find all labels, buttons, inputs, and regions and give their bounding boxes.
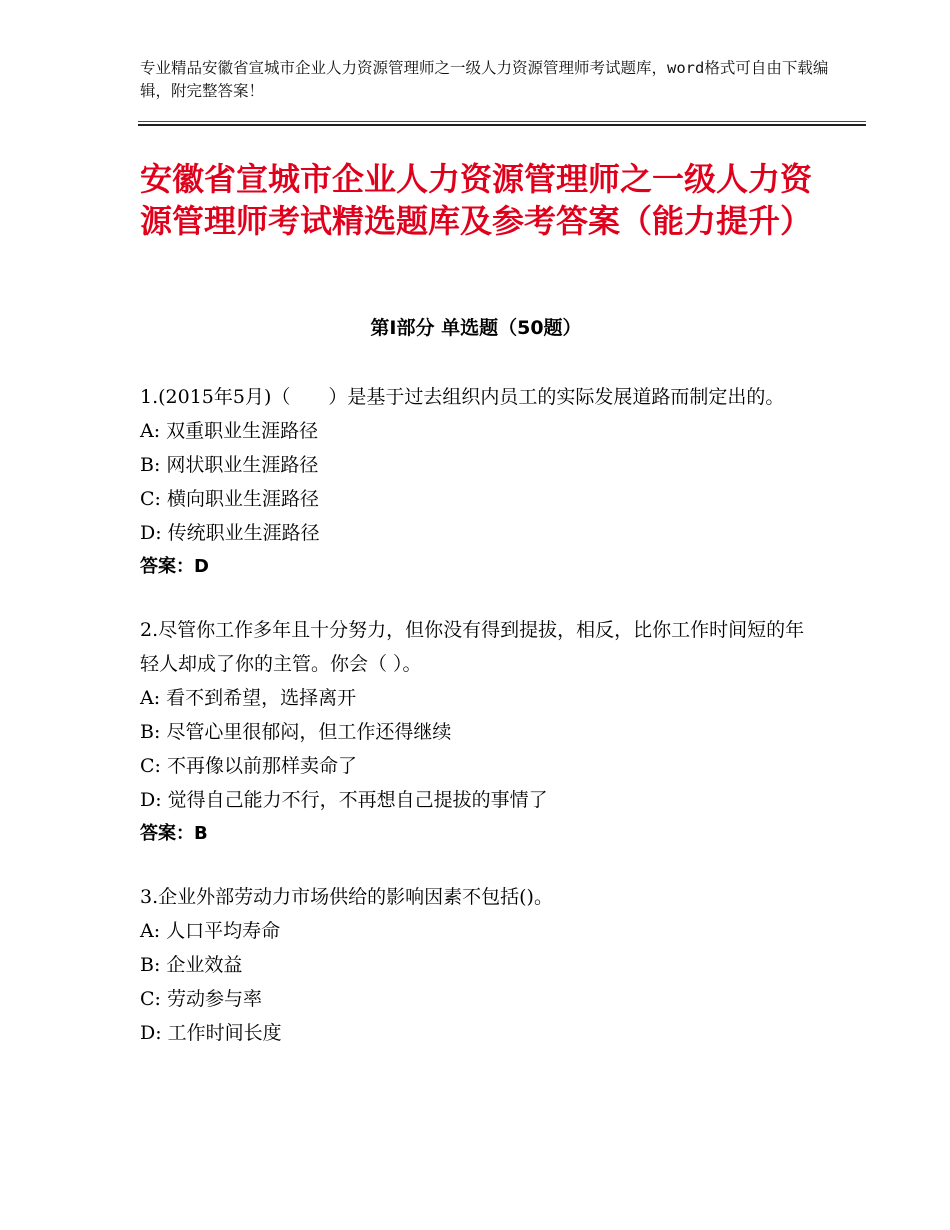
option-b: B: 尽管心里很郁闷，但工作还得继续 <box>140 721 452 743</box>
answer-label: 答案：B <box>140 823 208 844</box>
header-note: 专业精品安徽省宣城市企业人力资源管理师之一级人力资源管理师考试题库，word格式可自由下载编辑，附完整答案！ <box>140 59 829 100</box>
question-list <box>140 380 820 1079</box>
option-a: A: 人口平均寿命 <box>140 920 281 942</box>
document-title: 安徽省宣城市企业人力资源管理师之一级人力资源管理师考试精选题库及参考答案（能力提升） <box>139 160 812 240</box>
section-heading: 第Ⅰ部分 单选题（50题） <box>370 317 582 339</box>
option-d: D: 工作时间长度 <box>140 1022 282 1044</box>
option-b: B: 企业效益 <box>140 954 243 976</box>
answer-label: 答案：D <box>140 556 209 577</box>
question-2 <box>140 613 820 851</box>
option-a: A: 双重职业生涯路径 <box>140 420 319 442</box>
option-b: B: 网状职业生涯路径 <box>140 454 319 476</box>
question-stem: 3.企业外部劳动力市场供给的影响因素不包括()。 <box>140 886 553 908</box>
header-divider-thin <box>138 121 866 122</box>
question-1 <box>140 380 820 584</box>
question-3 <box>140 880 820 1050</box>
option-d: D: 传统职业生涯路径 <box>140 522 320 544</box>
question-stem: 1.(2015年5月)（ ）是基于过去组织内员工的实际发展道路而制定出的。 <box>140 386 785 408</box>
option-d: D: 觉得自己能力不行，不再想自己提拔的事情了 <box>140 789 548 811</box>
option-c: C: 劳动参与率 <box>140 988 262 1010</box>
header-divider-thick <box>138 124 866 126</box>
option-c: C: 横向职业生涯路径 <box>140 488 319 510</box>
option-a: A: 看不到希望，选择离开 <box>140 687 357 709</box>
question-stem: 2.尽管你工作多年且十分努力，但你没有得到提拔，相反，比你工作时间短的年轻人却成了你的主管。你会（ ）。 <box>140 619 805 675</box>
option-c: C: 不再像以前那样卖命了 <box>140 755 357 777</box>
